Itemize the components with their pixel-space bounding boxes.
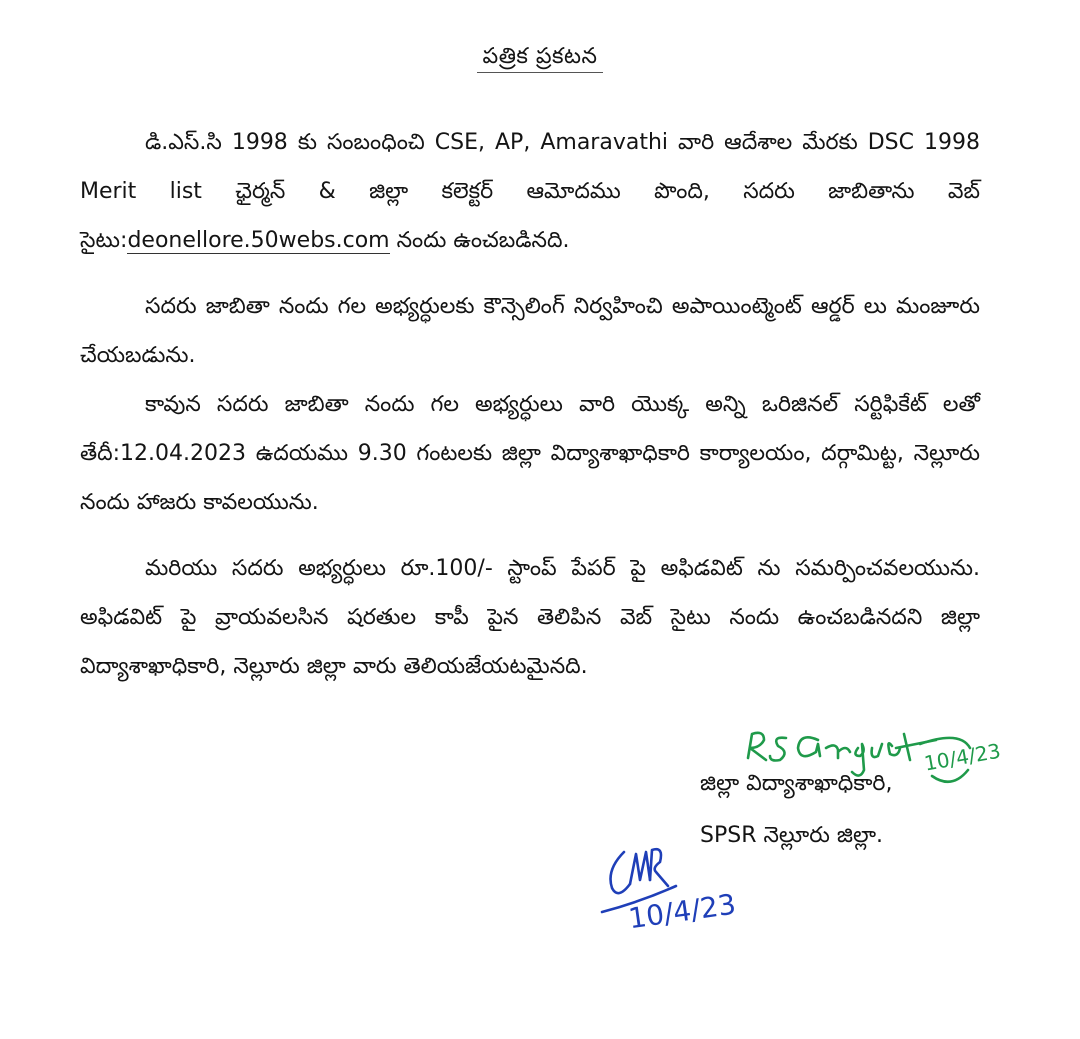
paragraph-attendance [80, 380, 980, 527]
designation-block [700, 758, 892, 862]
paragraph-merit-list [80, 118, 980, 265]
green-signature-date: 10/4/23 [922, 738, 1003, 776]
designation-title: జిల్లా విద్యాశాఖాధికారి, [700, 771, 893, 796]
paragraph-affidavit [80, 544, 980, 691]
paragraph-attendance-text: కావున సదరు జాబితా నందు గల అభ్యర్ధులు వారి యొక్క అన్ని ఒరిజినల్ సర్టిఫికేట్ లతో తేదీ:12.04.2023 ఉదయము 9.30 గంటలకు జిల్లా విద్యాశాఖాధికారి కార్యాలయం, దర్గామిట్ట, నెల్లూరు నందు హాజరు కావలయును. [80, 392, 980, 515]
paragraph-merit-list-text: డి.ఎస్.సి 1998 కు సంబంధించి CSE, AP, Amaravathi వారి ఆదేశాల మేరకు DSC 1998 Merit list ఛైర్మన్ & జిల్లా కలెక్టర్ ఆమోదము పొంది, సదరు జాబితాను వెబ్ సైటు: [80, 130, 980, 253]
document-title-text: పత్రిక ప్రకటన [477, 44, 604, 73]
blue-signature [602, 849, 738, 935]
designation-district: SPSR నెల్లూరు జిల్లా. [700, 823, 883, 848]
paragraph-affidavit-text: మరియు సదరు అభ్యర్ధులు రూ.100/- స్టాంప్ పేపర్ పై అఫిడవిట్ ను సమర్పించవలయును. అఫిడవిట్ పై వ్రాయవలసిన షరతుల కాపీ పైన తెలిపిన వెబ్ సైటు నందు ఉంచబడినదని జిల్లా విద్యాశాఖాధికారి, నెల్లూరు జిల్లా వారు తెలియజేయటమైనది. [80, 556, 980, 679]
paragraph-counselling [80, 282, 980, 380]
paragraph-counselling-text: సదరు జాబితా నందు గల అభ్యర్ధులకు కౌన్సెలింగ్ నిర్వహించి అపాయింట్మెంట్ ఆర్డర్ లు మంజూరు చేయబడును. [80, 294, 980, 368]
document-title [0, 44, 1080, 74]
paragraph-merit-list-tail: నందు ఉంచబడినది. [389, 228, 570, 253]
blue-signature-date: 10/4/23 [626, 887, 738, 936]
website-link[interactable]: deonellore.50webs.com [127, 228, 390, 253]
